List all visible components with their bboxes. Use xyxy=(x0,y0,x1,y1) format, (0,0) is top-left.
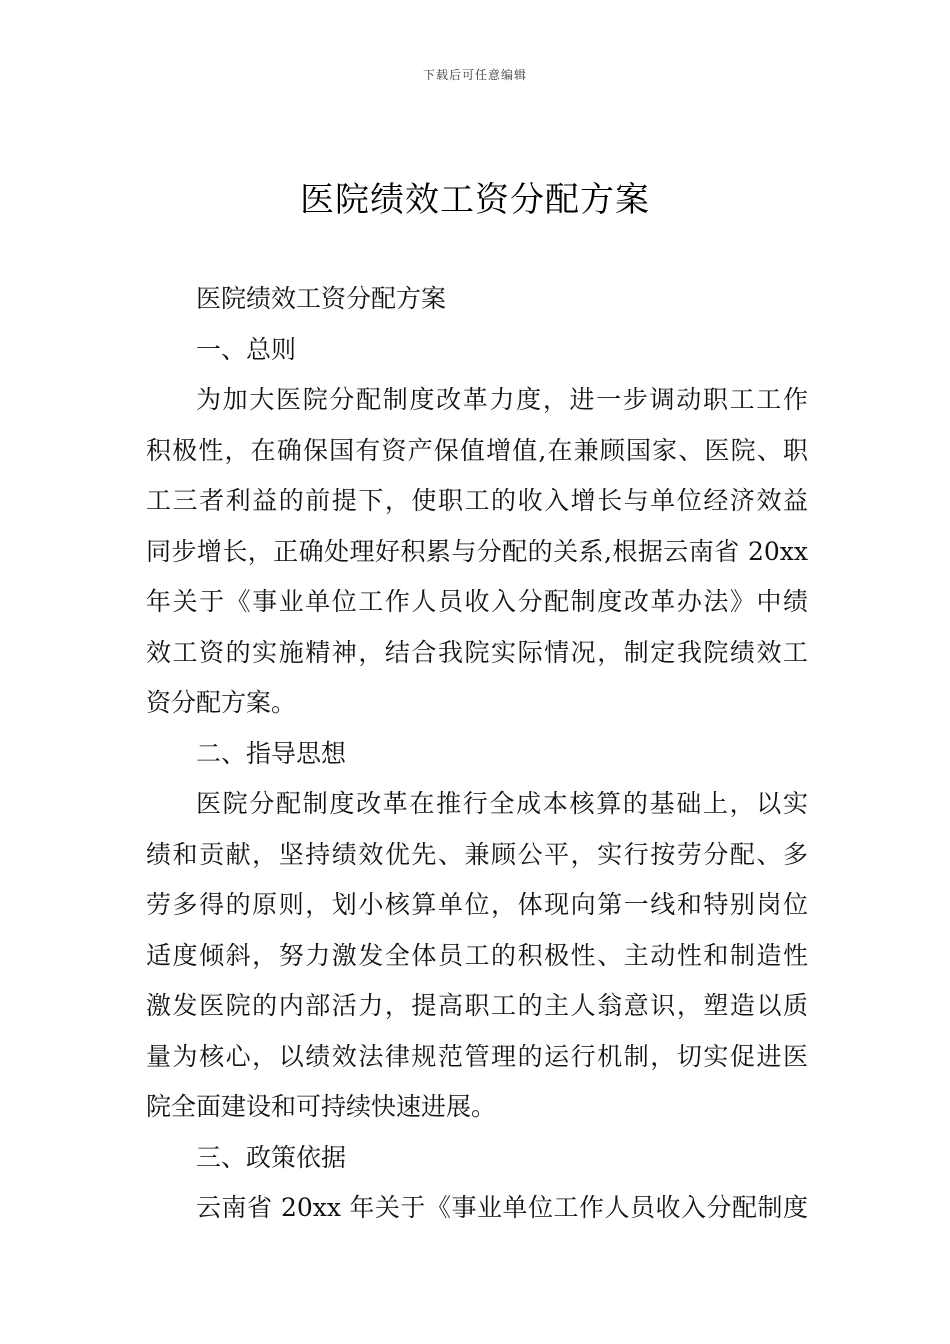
body-line: 适度倾斜，努力激发全体员工的积极性、主动性和制造性 xyxy=(146,940,808,970)
body-line: 年关于《事业单位工作人员收入分配制度改革办法》中绩 xyxy=(146,587,808,616)
body-line: 院全面建设和可持续快速进展。 xyxy=(146,1092,497,1121)
body-line: 医院分配制度改革在推行全成本核算的基础上，以实 xyxy=(196,789,808,818)
body-line: 云南省 20xx 年关于《事业单位工作人员收入分配制度 xyxy=(196,1193,808,1222)
document-title: 医院绩效工资分配方案 xyxy=(300,180,650,220)
body-line: 医院绩效工资分配方案 xyxy=(196,284,447,313)
document-body xyxy=(146,274,808,1234)
body-line: 二、指导思想 xyxy=(196,738,347,768)
body-line: 三、政策依据 xyxy=(196,1142,347,1172)
body-line: 量为核心，以绩效法律规范管理的运行机制，切实促进医 xyxy=(146,1041,808,1071)
body-line: 激发医院的内部活力，提高职工的主人翁意识，塑造以质 xyxy=(146,991,808,1020)
body-line: 效工资的实施精神，结合我院实际情况，制定我院绩效工 xyxy=(146,637,808,667)
body-line: 资分配方案。 xyxy=(146,688,297,717)
body-line: 一、总则 xyxy=(196,334,297,364)
body-line: 积极性，在确保国有资产保值增值,在兼顾国家、医院、职 xyxy=(146,435,808,465)
download-note: 下载后可任意编辑 xyxy=(422,68,527,82)
body-line: 劳多得的原则，划小核算单位，体现向第一线和特别岗位 xyxy=(146,890,808,919)
body-line: 绩和贡献，坚持绩效优先、兼顾公平，实行按劳分配、多 xyxy=(146,839,808,869)
body-line: 为加大医院分配制度改革力度，进一步调动职工工作 xyxy=(196,385,808,414)
body-line: 同步增长，正确处理好积累与分配的关系,根据云南省 20xx xyxy=(146,536,808,566)
body-line: 工三者利益的前提下，使职工的收入增长与单位经济效益 xyxy=(146,486,808,515)
